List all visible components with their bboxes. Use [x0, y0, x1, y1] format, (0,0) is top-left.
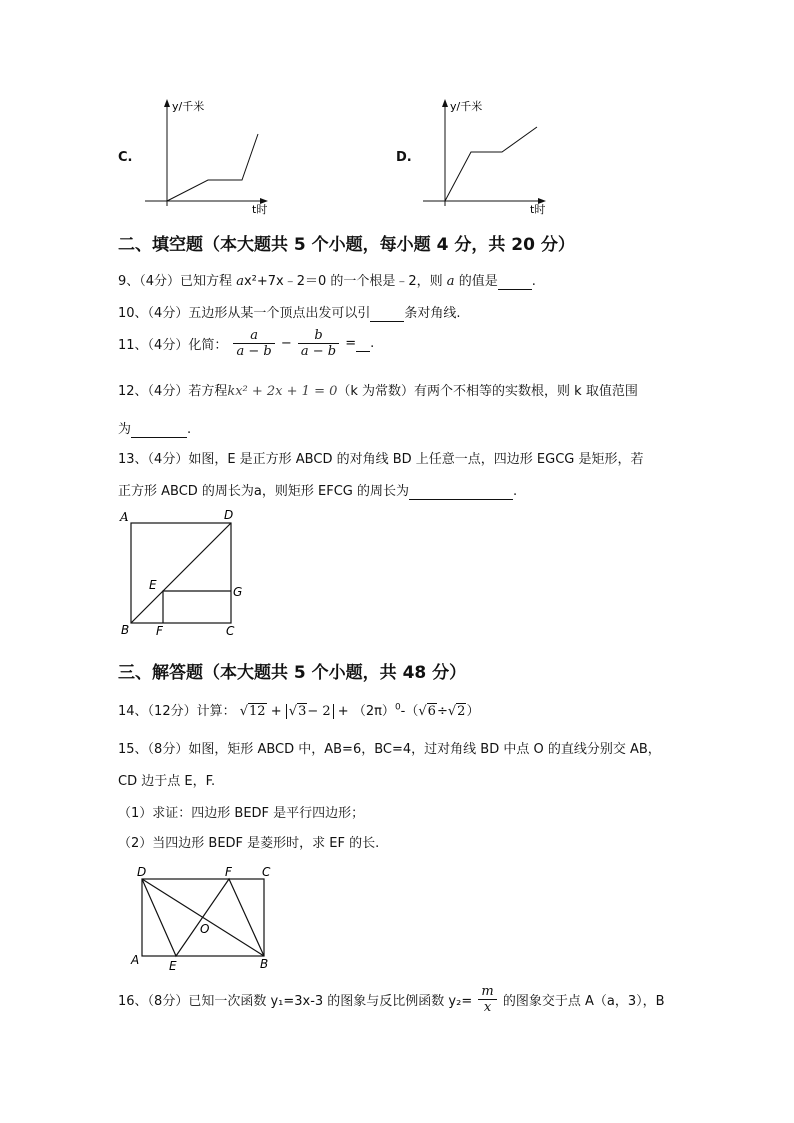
- graph-d-letter: D.: [396, 150, 412, 165]
- section3-title: 三、解答题（本大题共 5 个小题，共 48 分）: [118, 663, 467, 683]
- question-14: 14、（12分）计算： $√12 + √3- 2 + (2\pi)^0-(√6\div√2)$: [118, 702, 480, 719]
- label-A: A: [120, 510, 129, 524]
- graph-c: [140, 96, 280, 221]
- answer-blank-11[interactable]: [356, 336, 370, 352]
- answer-blank-9[interactable]: [498, 274, 532, 290]
- label-G: G: [233, 585, 243, 599]
- graph-d-xlabel: t时: [530, 203, 546, 216]
- graph-c-letter: C.: [118, 150, 133, 165]
- section2-title: 二、填空题（本大题共 5 个小题，每小题 4 分，共 20 分）: [118, 235, 575, 255]
- question-15-sub1: （1）求证：四边形 BEDF 是平行四边形；: [118, 806, 365, 821]
- question-12-line2: 为 .: [118, 422, 192, 437]
- question-15-line1: 15、（8分）如图，矩形 ABCD 中，AB=6，BC=4，过对角线 BD 中点 O 的直线分别交 AB，: [118, 742, 661, 757]
- label-B: B: [260, 957, 269, 971]
- label-D: D: [137, 865, 147, 879]
- label-C: C: [262, 865, 271, 879]
- label-F: F: [156, 624, 163, 638]
- fraction-1: $\frac{a}{a - b}$: [233, 328, 274, 359]
- answer-blank-10[interactable]: [370, 306, 404, 322]
- figure-13: [112, 503, 252, 643]
- label-O: O: [200, 922, 210, 936]
- label-E: E: [149, 578, 157, 592]
- label-B: B: [121, 623, 130, 637]
- question-11: 11、（4分）化简： $\frac{a}{a - b}$ − $\frac{b}{a - b}$ = .: [118, 328, 375, 359]
- fraction-m-over-x: $\frac{m}{x}$: [478, 984, 496, 1015]
- label-A: A: [131, 953, 140, 967]
- label-C: C: [226, 624, 235, 638]
- question-10: 10、（4分）五边形从某一个顶点出发可以引 条对角线.: [118, 306, 461, 321]
- graph-c-ylabel: y/千米: [172, 100, 205, 113]
- answer-blank-12[interactable]: [131, 422, 187, 438]
- answer-blank-13[interactable]: [409, 484, 513, 500]
- graph-d-ylabel: y/千米: [450, 100, 483, 113]
- graph-c-xlabel: t时: [252, 203, 268, 216]
- question-15-line2: CD 边于点 E，F.: [118, 774, 216, 789]
- question-13-line2: 正方形 ABCD 的周长为a，则矩形 EFCG 的周长为 .: [118, 484, 518, 499]
- label-F: F: [225, 865, 232, 879]
- question-12: 12、（4分）若方程kx² + 2x + 1 = 0（k 为常数）有两个不相等的实数根，则 k 取值范围: [118, 384, 638, 399]
- graph-d: [418, 96, 558, 221]
- question-9: 9、（4分）已知方程 ax²+7x﹣2＝0 的一个根是﹣2，则 a 的值是 .: [118, 274, 536, 289]
- label-E: E: [169, 959, 177, 973]
- question-15-sub2: （2）当四边形 BEDF 是菱形时，求 EF 的长.: [118, 836, 380, 851]
- question-13-line1: 13、（4分）如图，E 是正方形 ABCD 的对角线 BD 上任意一点，四边形 EGCG 是矩形，若: [118, 452, 644, 467]
- figure-15: [128, 862, 278, 974]
- fraction-2: $\frac{b}{a - b}$: [298, 328, 339, 359]
- question-16: 16、（8分）已知一次函数 y₁=3x-3 的图象与反比例函数 y₂= $\frac{m}{x}$ 的图象交于点 A（a，3），B: [118, 984, 665, 1015]
- label-D: D: [224, 508, 234, 522]
